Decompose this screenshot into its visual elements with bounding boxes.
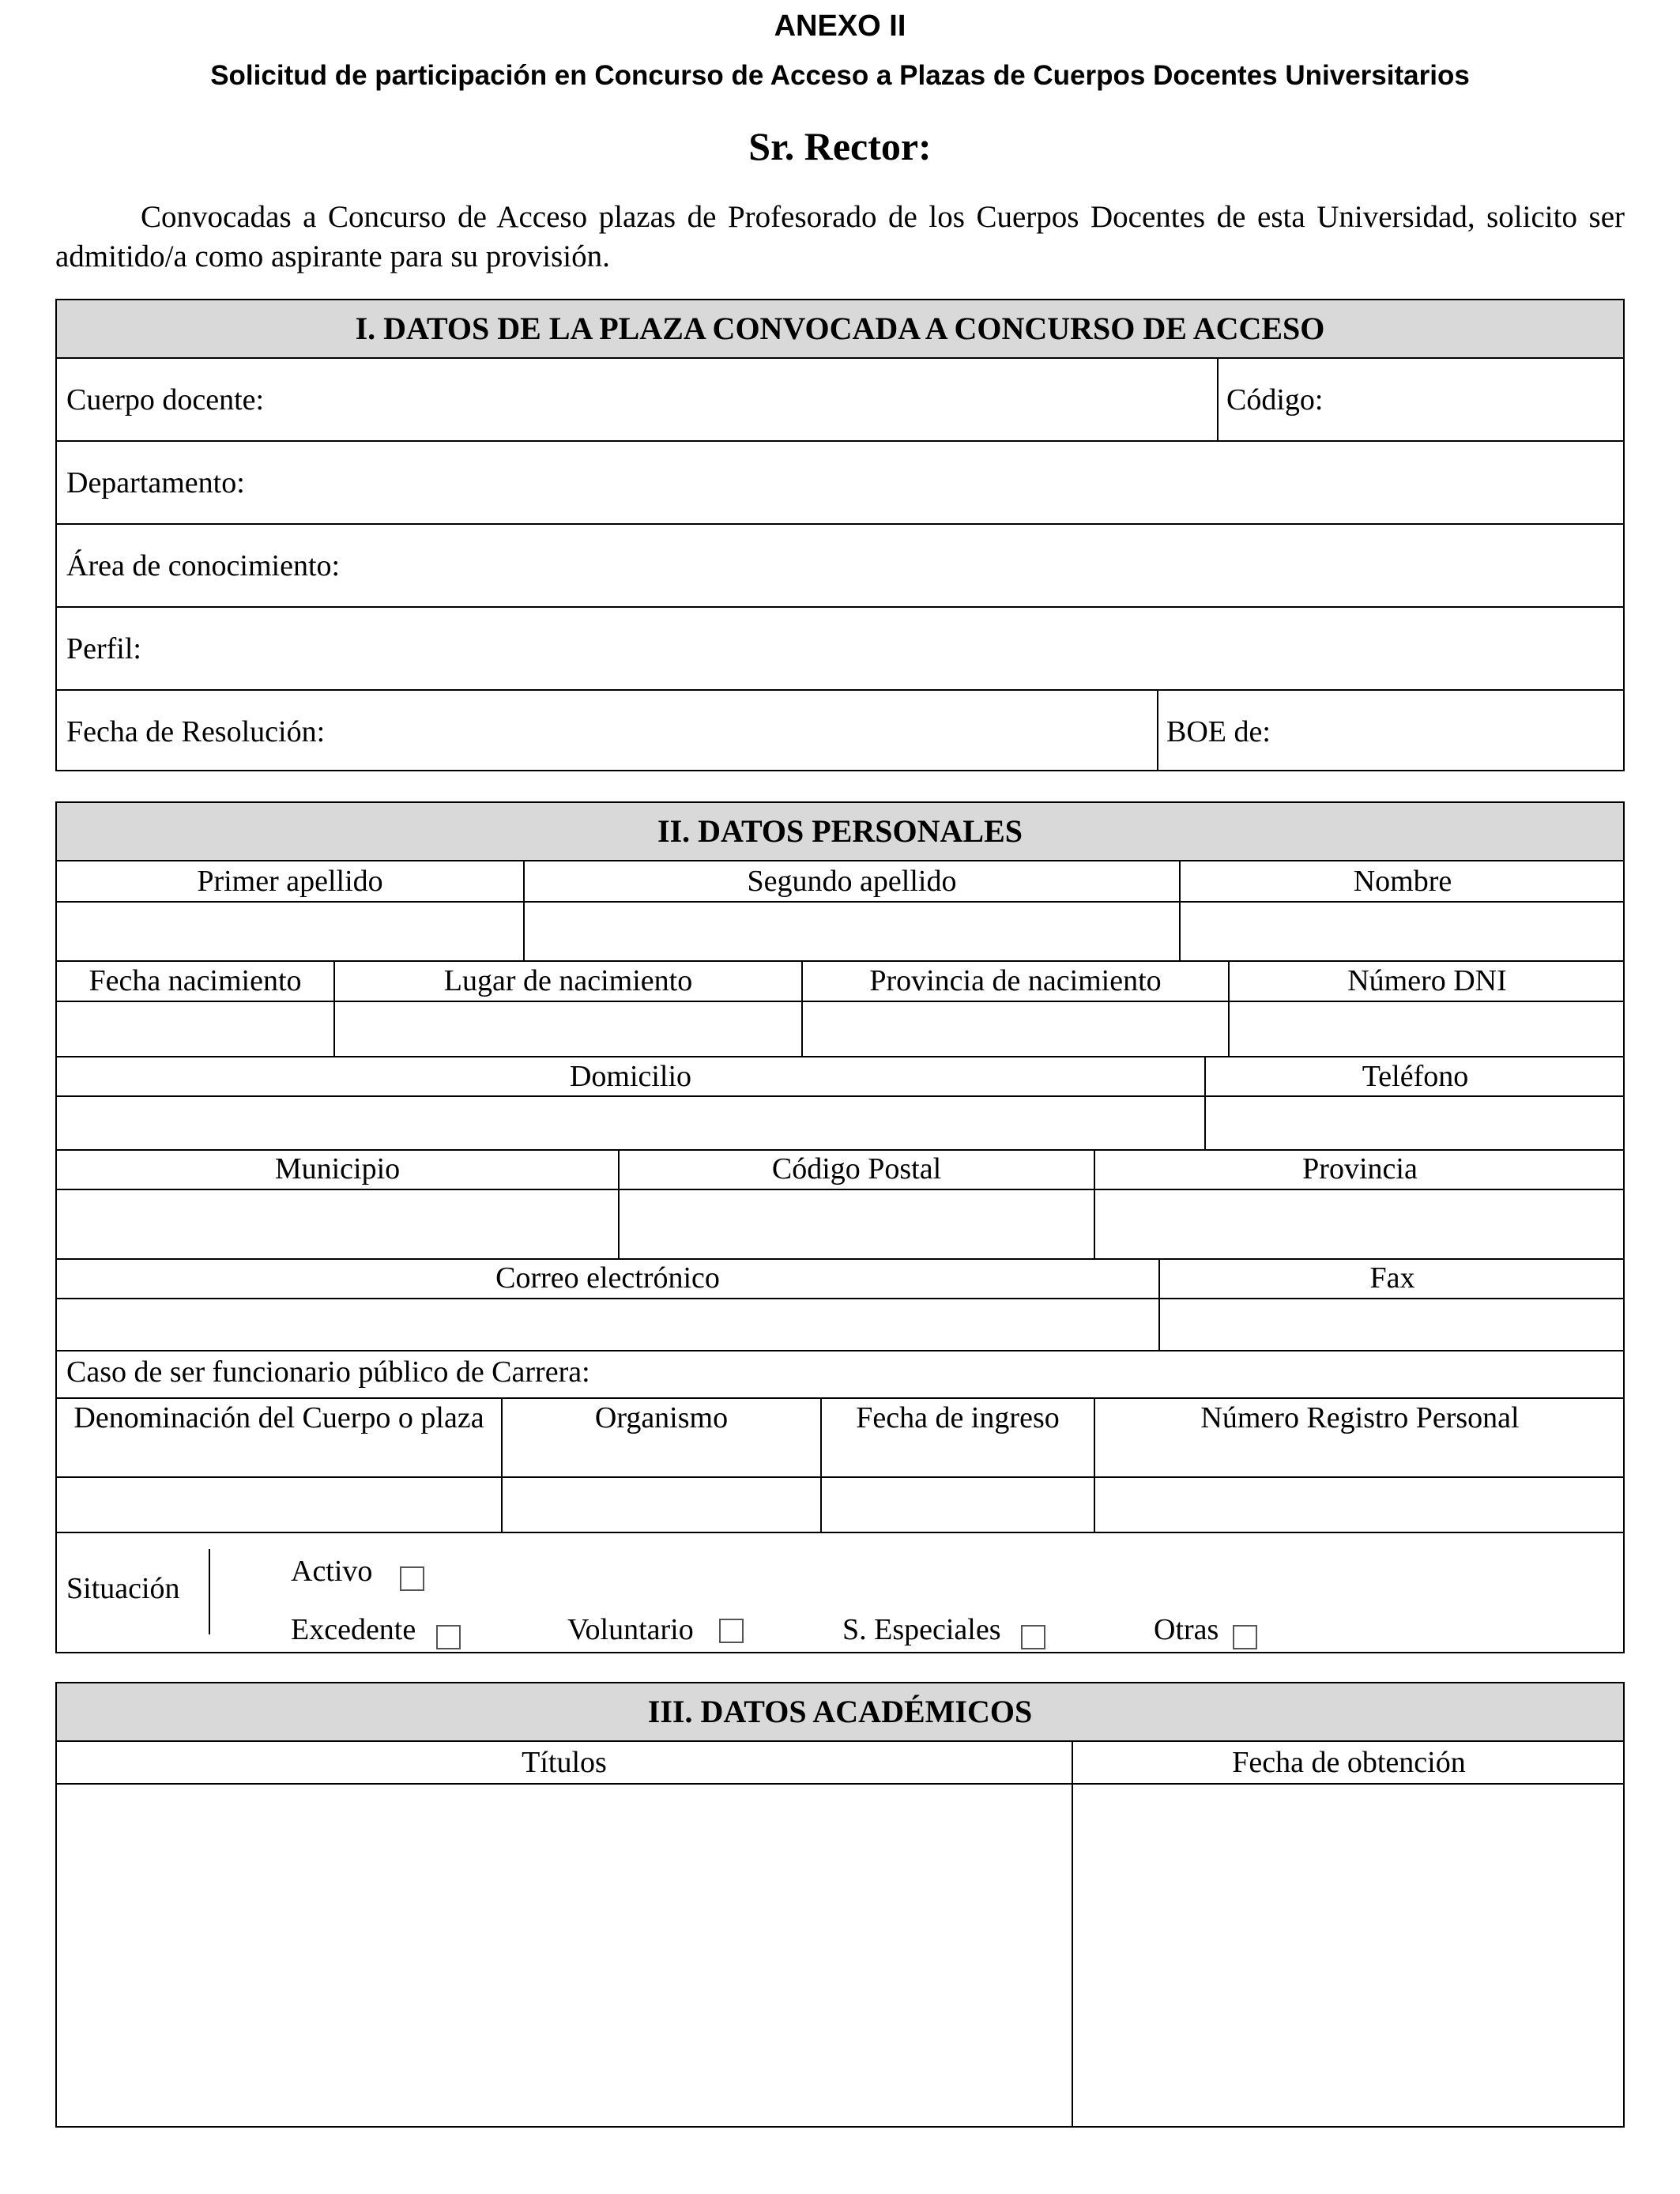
- lugar-nacimiento-field[interactable]: [335, 1002, 801, 1056]
- fecha-obtencion-label: Fecha de obtención: [1232, 1746, 1466, 1779]
- registro-personal-field[interactable]: [1095, 1478, 1625, 1532]
- section-personales: [55, 801, 1625, 1653]
- departamento-label: Departamento:: [66, 466, 245, 499]
- excedente-label: Excedente: [291, 1613, 416, 1646]
- denominacion-field[interactable]: [57, 1478, 501, 1532]
- activo-checkbox[interactable]: [400, 1566, 424, 1591]
- section-academicos: [55, 1682, 1625, 2128]
- codigo-postal-field[interactable]: [620, 1190, 1094, 1258]
- municipio-label: Municipio: [274, 1152, 401, 1186]
- fax-label: Fax: [1369, 1261, 1415, 1295]
- provincia-nacimiento-label: Provincia de nacimiento: [869, 964, 1162, 997]
- nombre-label: Nombre: [1353, 865, 1452, 898]
- perfil-label: Perfil:: [66, 632, 141, 665]
- section-academicos-title: III. DATOS ACADÉMICOS: [57, 1683, 1623, 1742]
- area-label: Área de conocimiento:: [66, 549, 341, 582]
- section-plaza-title: I. DATOS DE LA PLAZA CONVOCADA A CONCURSO DE ACCESO: [57, 300, 1623, 359]
- provincia-label: Provincia: [1302, 1152, 1418, 1186]
- correo-field[interactable]: [57, 1299, 1158, 1350]
- domicilio-label: Domicilio: [569, 1060, 692, 1093]
- registro-personal-label: Número Registro Personal: [1200, 1401, 1520, 1434]
- fecha-ingreso-field[interactable]: [822, 1478, 1094, 1532]
- telefono-label: Teléfono: [1362, 1060, 1469, 1093]
- correo-label: Correo electrónico: [495, 1261, 720, 1295]
- divider: [57, 1350, 1623, 1351]
- municipio-field[interactable]: [57, 1190, 618, 1258]
- fax-field[interactable]: [1160, 1299, 1625, 1350]
- excedente-checkbox[interactable]: [436, 1625, 461, 1649]
- intro-paragraph: Convocadas a Concurso de Acceso plazas de Profesorado de los Cuerpos Docentes de esta Universidad, solicito ser admitido/a como aspirante para su provisión.: [55, 200, 1625, 273]
- organismo-label: Organismo: [594, 1401, 729, 1434]
- especiales-checkbox[interactable]: [1021, 1625, 1045, 1649]
- voluntario-label: Voluntario: [567, 1613, 694, 1646]
- fecha-ingreso-label: Fecha de ingreso: [856, 1401, 1060, 1434]
- otras-checkbox[interactable]: [1233, 1625, 1257, 1649]
- fecha-nacimiento-field[interactable]: [57, 1002, 333, 1056]
- fecha-nacimiento-label: Fecha nacimiento: [89, 964, 302, 997]
- organismo-field[interactable]: [503, 1478, 820, 1532]
- titulos-label: Títulos: [522, 1746, 607, 1779]
- divider: [57, 1532, 1623, 1533]
- section-personales-title: II. DATOS PERSONALES: [57, 803, 1623, 861]
- codigo-label: Código:: [1226, 383, 1324, 417]
- annex-title: ANEXO II: [774, 9, 906, 43]
- perfil-field[interactable]: [57, 608, 1625, 689]
- activo-label: Activo: [291, 1555, 373, 1588]
- section-plaza: [55, 299, 1625, 771]
- form-subtitle: Solicitud de participación en Concurso de Acceso a Plazas de Cuerpos Docentes Universitarios: [210, 60, 1470, 91]
- numero-dni-label: Número DNI: [1347, 964, 1507, 997]
- primer-apellido-field[interactable]: [57, 903, 523, 960]
- denominacion-label: Denominación del Cuerpo o plaza: [73, 1401, 484, 1434]
- funcionario-label: Caso de ser funcionario público de Carrera:: [66, 1355, 590, 1389]
- voluntario-checkbox[interactable]: [719, 1619, 744, 1643]
- nombre-field[interactable]: [1181, 903, 1625, 960]
- salutation: Sr. Rector:: [748, 124, 932, 168]
- telefono-field[interactable]: [1206, 1097, 1625, 1149]
- lugar-nacimiento-label: Lugar de nacimiento: [443, 964, 693, 997]
- cuerpo-docente-label: Cuerpo docente:: [66, 383, 265, 417]
- provincia-field[interactable]: [1095, 1190, 1625, 1258]
- codigo-postal-label: Código Postal: [771, 1152, 942, 1186]
- fecha-obtencion-field[interactable]: [1073, 1785, 1625, 2128]
- segundo-apellido-label: Segundo apellido: [747, 865, 957, 898]
- segundo-apellido-field[interactable]: [525, 903, 1179, 960]
- situacion-bracket: [209, 1549, 210, 1634]
- boe-label: BOE de:: [1166, 715, 1271, 748]
- especiales-label: S. Especiales: [842, 1613, 1001, 1646]
- primer-apellido-label: Primer apellido: [197, 865, 383, 898]
- domicilio-field[interactable]: [57, 1097, 1204, 1149]
- departamento-field[interactable]: [57, 442, 1625, 523]
- otras-label: Otras: [1154, 1613, 1219, 1646]
- provincia-nacimiento-field[interactable]: [803, 1002, 1228, 1056]
- fecha-resolucion-label: Fecha de Resolución:: [66, 715, 326, 748]
- numero-dni-field[interactable]: [1230, 1002, 1625, 1056]
- titulos-field[interactable]: [57, 1785, 1072, 2128]
- situacion-label: Situación: [66, 1572, 180, 1605]
